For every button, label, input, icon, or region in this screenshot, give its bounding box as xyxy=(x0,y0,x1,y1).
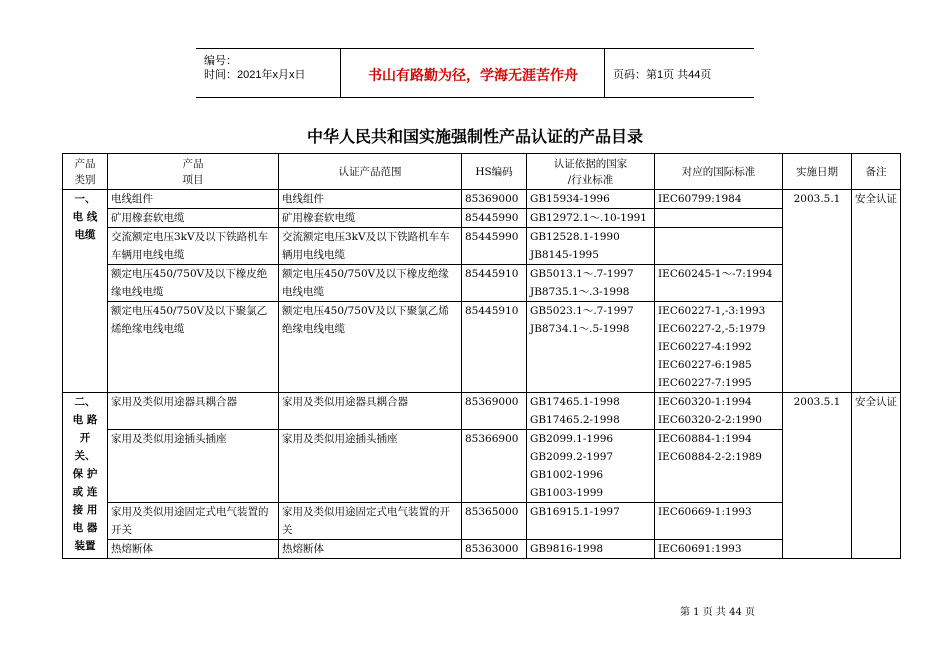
header-page-cell xyxy=(604,49,755,97)
scope-cell: 矿用橡套软电缆 xyxy=(279,209,462,228)
item-cell: 家用及类似用途固定式电气装置的开关 xyxy=(108,503,279,540)
header-intl-standard: 对应的国际标准 xyxy=(655,154,783,190)
category-cell xyxy=(63,190,108,393)
standard-line: GB16915.1-1997 xyxy=(530,506,620,518)
header-item-line: 产品 xyxy=(182,157,204,170)
date-cell: 2003.5.1 xyxy=(783,190,852,393)
category-line: 电 线 xyxy=(72,211,98,223)
intl-standard-cell xyxy=(655,540,783,559)
item-cell: 矿用橡套软电缆 xyxy=(108,209,279,228)
scope-cell: 交流额定电压3kV及以下铁路机车车辆用电线电缆 xyxy=(279,228,462,265)
intl-standard-line: IEC60320-1:1994 xyxy=(658,396,752,408)
intl-standard-line: IEC60320-2-2:1990 xyxy=(658,414,762,426)
category-cell xyxy=(63,393,108,559)
standard-cell xyxy=(527,393,655,430)
table-row xyxy=(63,302,901,393)
page-footer: 第 1 页 共 44 页 xyxy=(680,607,755,618)
item-cell: 家用及类似用途器具耦合器 xyxy=(108,393,279,430)
category-line: 保 护 xyxy=(72,468,98,480)
standard-line: GB9816-1998 xyxy=(530,543,604,555)
standard-line: GB15934-1996 xyxy=(530,193,610,205)
intl-standard-line: IEC60884-1:1994 xyxy=(658,433,752,445)
hs-code-cell: 85366900 xyxy=(462,430,527,503)
scope-cell: 家用及类似用途固定式电气装置的开关 xyxy=(279,503,462,540)
standard-line: GB1003-1999 xyxy=(530,487,604,499)
hs-code-cell: 85445990 xyxy=(462,209,527,228)
intl-standard-line: IEC60669-1:1993 xyxy=(658,506,752,518)
category-line: 关、 xyxy=(74,450,96,462)
scope-cell: 家用及类似用途插头插座 xyxy=(279,430,462,503)
item-cell: 电线组件 xyxy=(108,190,279,209)
intl-standard-cell xyxy=(655,265,783,302)
category-line: 或 连 xyxy=(72,486,98,498)
standard-line: JB8735.1～.3-1998 xyxy=(530,286,630,298)
item-cell: 额定电压450/750V及以下聚氯乙烯绝缘电线电缆 xyxy=(108,302,279,393)
scope-cell: 额定电压450/750V及以下聚氯乙烯绝缘电线电缆 xyxy=(279,302,462,393)
category-line: 开 xyxy=(79,432,91,444)
standard-cell xyxy=(527,265,655,302)
intl-standard-line: IEC60227-7:1995 xyxy=(658,377,752,389)
intl-standard-cell xyxy=(655,190,783,209)
intl-standard-cell xyxy=(655,209,783,228)
table-row xyxy=(63,540,901,559)
table-row xyxy=(63,393,901,430)
item-cell: 额定电压450/750V及以下橡皮绝缘电线电缆 xyxy=(108,265,279,302)
header-motto-cell xyxy=(340,49,605,97)
intl-standard-cell xyxy=(655,393,783,430)
standard-line: GB2099.2-1997 xyxy=(530,451,614,463)
standard-line: GB17465.1-1998 xyxy=(530,396,620,408)
standard-line: GB5023.1～.7-1997 xyxy=(530,305,634,317)
intl-standard-cell xyxy=(655,228,783,265)
intl-standard-line: IEC60227-6:1985 xyxy=(658,359,752,371)
header-note: 备注 xyxy=(852,154,901,190)
document-header xyxy=(196,48,754,98)
intl-standard-cell xyxy=(655,302,783,393)
category-line: 电 器 xyxy=(72,522,98,534)
hs-code-cell: 85369000 xyxy=(462,393,527,430)
document-title: 中华人民共和国实施强制性产品认证的产品目录 xyxy=(306,127,643,146)
product-catalog-table xyxy=(62,153,901,559)
standard-line: GB12972.1～.10-1991 xyxy=(530,212,647,224)
number-label: 编号： xyxy=(204,55,237,67)
scope-cell: 家用及类似用途器具耦合器 xyxy=(279,393,462,430)
item-cell: 热熔断体 xyxy=(108,540,279,559)
intl-standard-cell xyxy=(655,430,783,503)
header-item-line: 项目 xyxy=(182,173,204,186)
intl-standard-cell xyxy=(655,503,783,540)
standard-line: GB2099.1-1996 xyxy=(530,433,614,445)
motto: 书山有路勤为径，学海无涯苦作舟 xyxy=(368,68,578,84)
header-standard-line: 认证依据的国家 xyxy=(553,157,628,170)
standard-line: JB8145-1995 xyxy=(530,249,599,261)
hs-code-cell: 85363000 xyxy=(462,540,527,559)
hs-code-cell: 85369000 xyxy=(462,190,527,209)
header-standard-line: /行业标准 xyxy=(567,173,614,186)
table-row xyxy=(63,265,901,302)
category-line: 接 用 xyxy=(72,504,98,516)
standard-line: GB1002-1996 xyxy=(530,469,604,481)
scope-cell: 额定电压450/750V及以下橡皮绝缘电线电缆 xyxy=(279,265,462,302)
intl-standard-line: IEC60799:1984 xyxy=(658,193,742,205)
category-line: 二、 xyxy=(74,396,96,408)
intl-standard-line: IEC60245-1～-7:1994 xyxy=(658,268,773,280)
standard-cell xyxy=(527,228,655,265)
intl-standard-line: IEC60884-2-2:1989 xyxy=(658,451,762,463)
header-row xyxy=(63,154,901,190)
header-standard xyxy=(527,154,655,190)
table-row xyxy=(63,503,901,540)
table-row xyxy=(63,190,901,209)
category-line: 装置 xyxy=(74,540,96,552)
scope-cell: 热熔断体 xyxy=(279,540,462,559)
note-cell: 安全认证 xyxy=(852,190,901,393)
standard-cell xyxy=(527,302,655,393)
standard-cell xyxy=(527,209,655,228)
category-line: 电 路 xyxy=(72,414,98,426)
item-cell: 交流额定电压3kV及以下铁路机车车辆用电线电缆 xyxy=(108,228,279,265)
hs-code-cell: 85445910 xyxy=(462,302,527,393)
header-hs-code: HS编码 xyxy=(462,154,527,190)
item-cell: 家用及类似用途插头插座 xyxy=(108,430,279,503)
intl-standard-line: IEC60227-4:1992 xyxy=(658,341,752,353)
standard-cell xyxy=(527,190,655,209)
header-category-line: 类别 xyxy=(74,173,96,186)
category-line: 一、 xyxy=(74,193,96,205)
header-meta xyxy=(196,49,340,97)
time-label: 时间：2021年x月x日 xyxy=(204,69,306,81)
hs-code-cell: 85365000 xyxy=(462,503,527,540)
header-category-line: 产品 xyxy=(74,157,96,170)
standard-line: GB17465.2-1998 xyxy=(530,414,620,426)
scope-cell: 电线组件 xyxy=(279,190,462,209)
table-row xyxy=(63,430,901,503)
standard-cell xyxy=(527,540,655,559)
page-label: 页码：第1页 共44页 xyxy=(613,69,712,81)
category-line: 电缆 xyxy=(74,229,96,241)
intl-standard-line: IEC60227-2,-5:1979 xyxy=(658,323,766,335)
table-row xyxy=(63,209,901,228)
date-cell: 2003.5.1 xyxy=(783,393,852,559)
standard-line: GB12528.1-1990 xyxy=(530,231,620,243)
note-cell: 安全认证 xyxy=(852,393,901,559)
standard-line: GB5013.1～.7-1997 xyxy=(530,268,634,280)
standard-cell xyxy=(527,503,655,540)
header-category xyxy=(63,154,108,190)
header-item xyxy=(108,154,279,190)
standard-cell xyxy=(527,430,655,503)
intl-standard-line: IEC60227-1,-3:1993 xyxy=(658,305,766,317)
header-date: 实施日期 xyxy=(783,154,852,190)
hs-code-cell: 85445910 xyxy=(462,265,527,302)
header-scope: 认证产品范围 xyxy=(279,154,462,190)
intl-standard-line: IEC60691:1993 xyxy=(658,543,742,555)
hs-code-cell: 85445990 xyxy=(462,228,527,265)
standard-line: JB8734.1～.5-1998 xyxy=(530,323,630,335)
table-row xyxy=(63,228,901,265)
